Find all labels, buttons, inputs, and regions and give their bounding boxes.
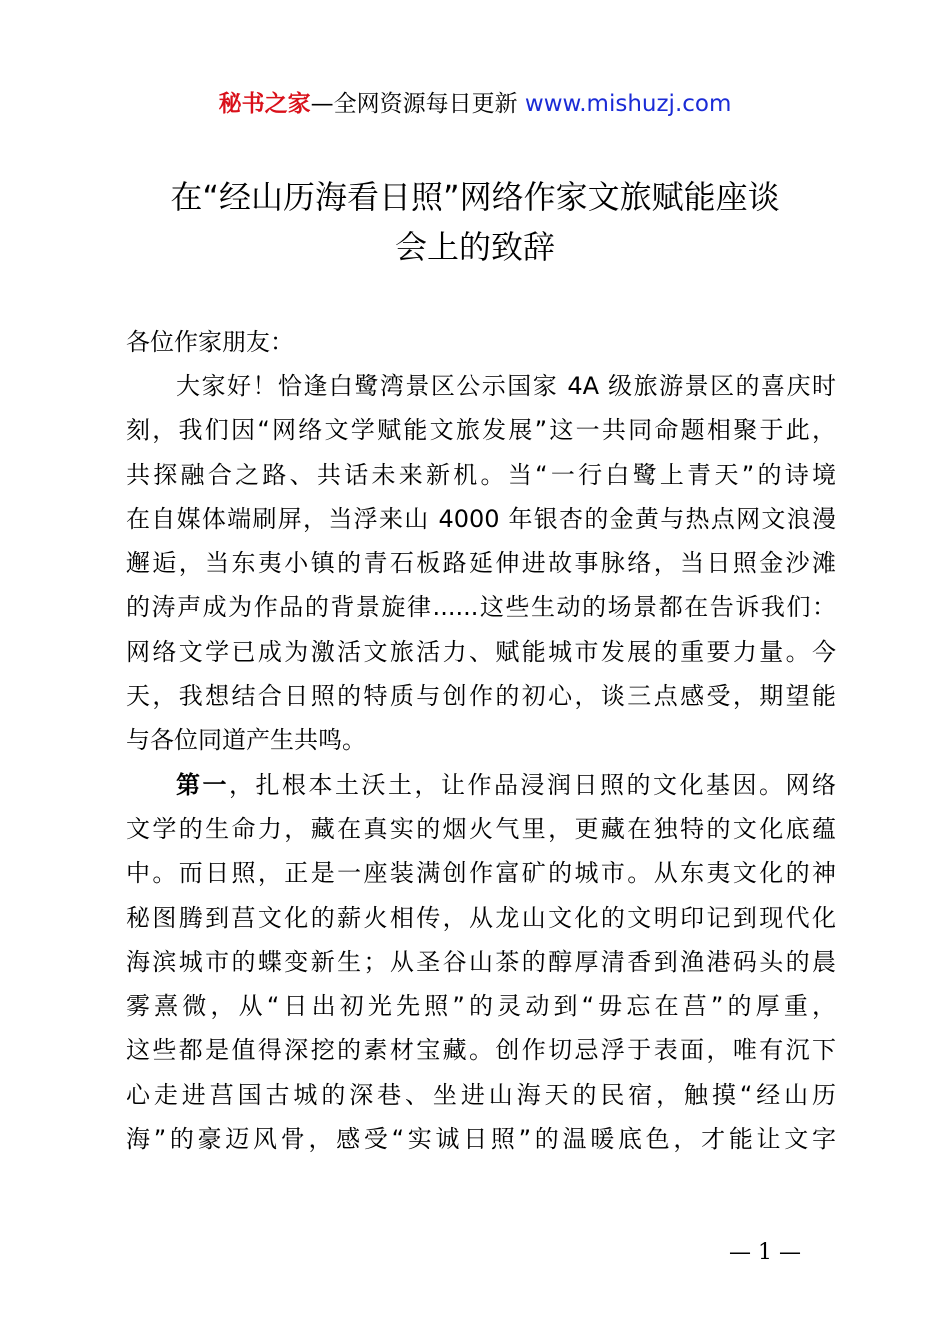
document-body	[126, 320, 836, 1161]
text-line: 秘图腾到莒文化的薪火相传，从龙山文化的文明印记到现代化	[126, 903, 836, 932]
salutation: 各位作家朋友：	[126, 328, 294, 356]
text-line: 雾熹微，从“日出初光先照”的灵动到“毋忘在莒”的厚重，	[126, 992, 836, 1021]
page-number: — 1 —	[729, 1240, 801, 1265]
text-line: 海”的豪迈风骨，感受“实诚日照”的温暖底色，才能让文字	[126, 1125, 836, 1154]
text-line: 邂逅，当东夷小镇的青石板路延伸进故事脉络，当日照金沙滩	[126, 549, 836, 578]
text-line: 共探融合之路、共话未来新机。当“一行白鹭上青天”的诗境	[126, 460, 836, 489]
header-tagline: —全网资源每日更新	[310, 91, 518, 117]
text-line: 与各位同道产生共鸣。	[126, 726, 366, 755]
document-title	[100, 172, 850, 272]
text-line: 海滨城市的蝶变新生；从圣谷山茶的醇厚清香到渔港码头的晨	[126, 947, 836, 976]
text-line: 心走进莒国古城的深巷、坐进山海天的民宿，触摸“经山历	[126, 1080, 836, 1109]
text-line: 中。而日照，正是一座装满创作富矿的城市。从东夷文化的神	[126, 859, 836, 888]
paragraph-lead-rest: ，扎根本土沃土，让作品浸润日照的文化基因。网络	[229, 770, 836, 799]
text-line: 天，我想结合日照的特质与创作的初心，谈三点感受，期望能	[126, 682, 836, 711]
paragraph-2	[126, 763, 836, 1162]
text-line: 这些都是值得深挖的素材宝藏。创作切忌浮于表面，唯有沉下	[126, 1036, 836, 1065]
title-line-2: 会上的致辞	[394, 228, 555, 266]
text-line: 刻，我们因“网络文学赋能文旅发展”这一共同命题相聚于此，	[126, 416, 836, 445]
text-line: 在自媒体端刷屏，当浮来山 4000 年银杏的金黄与热点网文浪漫	[126, 504, 836, 533]
text-line-first	[126, 763, 836, 807]
header-url-link[interactable]: www.mishuzj.com	[524, 91, 732, 117]
header-brand: 秘书之家	[218, 91, 311, 117]
paragraph-1	[126, 364, 836, 763]
text-line: 文学的生命力，藏在真实的烟火气里，更藏在独特的文化底蕴	[126, 814, 836, 843]
paragraph-lead: 第一	[176, 770, 229, 799]
title-line-1: 在“经山历海看日照”网络作家文旅赋能座谈	[170, 178, 780, 216]
text-line: 的涛声成为作品的背景旋律......这些生动的场景都在告诉我们：	[126, 593, 836, 622]
site-header	[0, 88, 950, 120]
text-line: 网络文学已成为激活文旅活力、赋能城市发展的重要力量。今	[126, 637, 836, 666]
text-line: 大家好！恰逢白鹭湾景区公示国家 4A 级旅游景区的喜庆时	[176, 372, 836, 400]
